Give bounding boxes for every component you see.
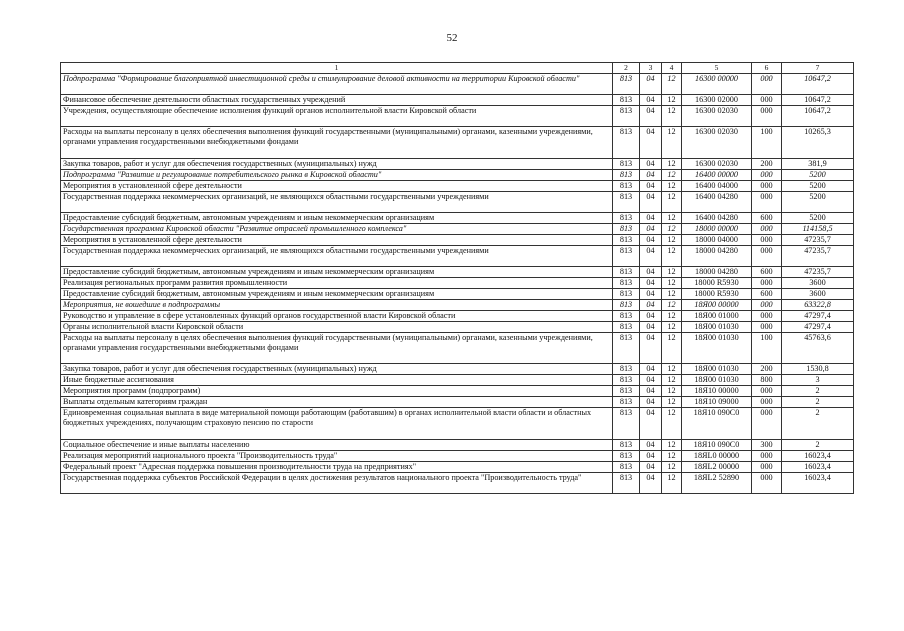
table-row (61, 288, 854, 299)
row-name-cell: Мероприятия программ (подпрограмм) (61, 386, 613, 397)
header-cell: 6 (752, 63, 782, 74)
row-amount-cell: 10647,2 (782, 74, 854, 95)
row-section-cell: 04 (640, 472, 662, 493)
row-section-cell: 04 (640, 95, 662, 106)
table-row (61, 472, 854, 493)
row-target-cell: 18ЯL2 00000 (682, 461, 752, 472)
row-name-cell: Государственная поддержка некоммерческих организаций, не являющихся областными государственными учреждениями (61, 191, 613, 212)
row-amount-cell: 381,9 (782, 158, 854, 169)
row-section-cell: 04 (640, 191, 662, 212)
row-name-cell: Государственная поддержка некоммерческих организаций, не являющихся областными государственными учреждениями (61, 245, 613, 266)
table-row (61, 277, 854, 288)
row-subsection-cell: 12 (662, 95, 682, 106)
row-section-cell: 04 (640, 158, 662, 169)
row-section-cell: 04 (640, 223, 662, 234)
row-code-cell: 813 (613, 223, 640, 234)
row-expense-type-cell: 000 (752, 472, 782, 493)
row-expense-type-cell: 000 (752, 310, 782, 321)
row-target-cell: 16300 02030 (682, 158, 752, 169)
row-section-cell: 04 (640, 386, 662, 397)
row-name-cell: Государственная поддержка субъектов Российской Федерации в целях достижения результатов национального проекта "Производительность труда" (61, 472, 613, 493)
row-section-cell: 04 (640, 397, 662, 408)
row-subsection-cell: 12 (662, 245, 682, 266)
row-amount-cell: 47297,4 (782, 321, 854, 332)
header-cell: 1 (61, 63, 613, 74)
row-target-cell: 18Я00 00000 (682, 299, 752, 310)
row-subsection-cell: 12 (662, 127, 682, 159)
row-code-cell: 813 (613, 364, 640, 375)
row-section-cell: 04 (640, 450, 662, 461)
row-name-cell: Единовременная социальная выплата в виде материальной помощи работающим (работавшим) в органах исполнительной власти области и областных бюджетных учреждениях, получающим страховую пенсию по старости (61, 408, 613, 440)
row-subsection-cell: 12 (662, 234, 682, 245)
row-name-cell: Расходы на выплаты персоналу в целях обеспечения выполнения функций государственными (муниципальными) органами, казенными учреждениями, органами управления государственными внебюджетными фондами (61, 127, 613, 159)
row-name-cell: Реализация региональных программ развития промышленности (61, 277, 613, 288)
row-expense-type-cell: 000 (752, 169, 782, 180)
row-code-cell: 813 (613, 310, 640, 321)
row-target-cell: 16300 02000 (682, 95, 752, 106)
row-expense-type-cell: 000 (752, 234, 782, 245)
row-name-cell: Государственная программа Кировской области "Развитие отраслей промышленного комплекса" (61, 223, 613, 234)
row-target-cell: 16400 04280 (682, 212, 752, 223)
row-amount-cell: 2 (782, 439, 854, 450)
row-code-cell: 813 (613, 472, 640, 493)
row-amount-cell: 16023,4 (782, 461, 854, 472)
row-name-cell: Мероприятия в установленной сфере деятельности (61, 180, 613, 191)
row-amount-cell: 10647,2 (782, 106, 854, 127)
row-name-cell: Федеральный проект "Адресная поддержка повышения производительности труда на предприятиях" (61, 461, 613, 472)
row-expense-type-cell: 200 (752, 364, 782, 375)
row-amount-cell: 3 (782, 375, 854, 386)
header-cell: 3 (640, 63, 662, 74)
row-code-cell: 813 (613, 245, 640, 266)
row-name-cell: Органы исполнительной власти Кировской области (61, 321, 613, 332)
row-name-cell: Мероприятия, не вошедшие в подпрограммы (61, 299, 613, 310)
row-expense-type-cell: 000 (752, 180, 782, 191)
row-expense-type-cell: 000 (752, 191, 782, 212)
row-amount-cell: 114158,5 (782, 223, 854, 234)
row-expense-type-cell: 300 (752, 439, 782, 450)
row-target-cell: 16300 02030 (682, 127, 752, 159)
row-subsection-cell: 12 (662, 106, 682, 127)
row-target-cell: 18Я00 01030 (682, 364, 752, 375)
table-row (61, 212, 854, 223)
row-code-cell: 813 (613, 461, 640, 472)
row-amount-cell: 47235,7 (782, 234, 854, 245)
row-code-cell: 813 (613, 332, 640, 364)
row-expense-type-cell: 100 (752, 127, 782, 159)
row-amount-cell: 3600 (782, 277, 854, 288)
row-name-cell: Финансовое обеспечение деятельности областных государственных учреждений (61, 95, 613, 106)
row-amount-cell: 63322,8 (782, 299, 854, 310)
row-code-cell: 813 (613, 450, 640, 461)
row-code-cell: 813 (613, 169, 640, 180)
row-name-cell: Мероприятия в установленной сфере деятельности (61, 234, 613, 245)
row-code-cell: 813 (613, 397, 640, 408)
row-amount-cell: 10647,2 (782, 95, 854, 106)
row-target-cell: 18000 04000 (682, 234, 752, 245)
header-cell: 4 (662, 63, 682, 74)
table-row (61, 386, 854, 397)
row-expense-type-cell: 000 (752, 299, 782, 310)
row-expense-type-cell: 000 (752, 245, 782, 266)
row-subsection-cell: 12 (662, 212, 682, 223)
row-subsection-cell: 12 (662, 74, 682, 95)
table-row (61, 169, 854, 180)
row-expense-type-cell: 600 (752, 212, 782, 223)
row-expense-type-cell: 000 (752, 450, 782, 461)
row-name-cell: Подпрограмма "Формирование благоприятной инвестиционной среды и стимулирование деловой активности на территории Кировской области" (61, 74, 613, 95)
row-subsection-cell: 12 (662, 180, 682, 191)
row-section-cell: 04 (640, 266, 662, 277)
table-row (61, 364, 854, 375)
row-amount-cell: 5200 (782, 191, 854, 212)
row-expense-type-cell: 100 (752, 332, 782, 364)
row-target-cell: 16300 02030 (682, 106, 752, 127)
row-section-cell: 04 (640, 332, 662, 364)
row-amount-cell: 47235,7 (782, 266, 854, 277)
row-code-cell: 813 (613, 408, 640, 440)
header-cell: 5 (682, 63, 752, 74)
row-section-cell: 04 (640, 439, 662, 450)
table-row (61, 375, 854, 386)
table-row (61, 158, 854, 169)
row-target-cell: 16400 04280 (682, 191, 752, 212)
row-section-cell: 04 (640, 375, 662, 386)
row-section-cell: 04 (640, 180, 662, 191)
row-section-cell: 04 (640, 461, 662, 472)
row-name-cell: Подпрограмма "Развитие и регулирование потребительского рынка в Кировской области" (61, 169, 613, 180)
budget-table (60, 62, 854, 494)
row-section-cell: 04 (640, 277, 662, 288)
row-expense-type-cell: 000 (752, 223, 782, 234)
row-section-cell: 04 (640, 127, 662, 159)
row-subsection-cell: 12 (662, 472, 682, 493)
row-name-cell: Закупка товаров, работ и услуг для обеспечения государственных (муниципальных) нужд (61, 158, 613, 169)
row-code-cell: 813 (613, 266, 640, 277)
row-amount-cell: 45763,6 (782, 332, 854, 364)
row-subsection-cell: 12 (662, 386, 682, 397)
table-header-row (61, 63, 854, 74)
row-section-cell: 04 (640, 74, 662, 95)
row-code-cell: 813 (613, 234, 640, 245)
row-target-cell: 18ЯL2 52890 (682, 472, 752, 493)
row-name-cell: Предоставление субсидий бюджетным, автономным учреждениям и иным некоммерческим организациям (61, 212, 613, 223)
row-target-cell: 16400 00000 (682, 169, 752, 180)
table-row (61, 245, 854, 266)
row-name-cell: Руководство и управление в сфере установленных функций органов государственной власти Кировской области (61, 310, 613, 321)
row-subsection-cell: 12 (662, 266, 682, 277)
row-expense-type-cell: 000 (752, 95, 782, 106)
row-expense-type-cell: 600 (752, 288, 782, 299)
row-target-cell: 16300 00000 (682, 74, 752, 95)
row-section-cell: 04 (640, 245, 662, 266)
row-name-cell: Предоставление субсидий бюджетным, автономным учреждениям и иным некоммерческим организациям (61, 266, 613, 277)
row-section-cell: 04 (640, 364, 662, 375)
header-cell: 7 (782, 63, 854, 74)
row-subsection-cell: 12 (662, 397, 682, 408)
row-code-cell: 813 (613, 95, 640, 106)
row-name-cell: Реализация мероприятий национального проекта "Производительность труда" (61, 450, 613, 461)
row-code-cell: 813 (613, 375, 640, 386)
row-subsection-cell: 12 (662, 288, 682, 299)
table-row (61, 127, 854, 159)
row-name-cell: Предоставление субсидий бюджетным, автономным учреждениям и иным некоммерческим организациям (61, 288, 613, 299)
table-row (61, 461, 854, 472)
row-name-cell: Учреждения, осуществляющие обеспечение исполнения функций органов исполнительной власти Кировской области (61, 106, 613, 127)
table-row (61, 180, 854, 191)
row-target-cell: 18000 00000 (682, 223, 752, 234)
row-subsection-cell: 12 (662, 375, 682, 386)
row-name-cell: Иные бюджетные ассигнования (61, 375, 613, 386)
table-row (61, 310, 854, 321)
row-expense-type-cell: 000 (752, 277, 782, 288)
table-row (61, 439, 854, 450)
table-row (61, 191, 854, 212)
row-target-cell: 18Я00 01030 (682, 321, 752, 332)
row-target-cell: 18Я10 090С0 (682, 408, 752, 440)
row-name-cell: Закупка товаров, работ и услуг для обеспечения государственных (муниципальных) нужд (61, 364, 613, 375)
row-target-cell: 16400 04000 (682, 180, 752, 191)
row-code-cell: 813 (613, 288, 640, 299)
row-target-cell: 18ЯL0 00000 (682, 450, 752, 461)
row-name-cell: Расходы на выплаты персоналу в целях обеспечения выполнения функций государственными (муниципальными) органами, казенными учреждениями, органами управления государственными внебюджетными фондами (61, 332, 613, 364)
row-target-cell: 18000 04280 (682, 245, 752, 266)
row-amount-cell: 1530,8 (782, 364, 854, 375)
row-subsection-cell: 12 (662, 439, 682, 450)
row-code-cell: 813 (613, 386, 640, 397)
row-subsection-cell: 12 (662, 310, 682, 321)
row-expense-type-cell: 000 (752, 74, 782, 95)
row-code-cell: 813 (613, 127, 640, 159)
row-expense-type-cell: 000 (752, 106, 782, 127)
row-expense-type-cell: 200 (752, 158, 782, 169)
row-subsection-cell: 12 (662, 450, 682, 461)
row-code-cell: 813 (613, 299, 640, 310)
row-amount-cell: 5200 (782, 212, 854, 223)
row-subsection-cell: 12 (662, 321, 682, 332)
row-expense-type-cell: 600 (752, 266, 782, 277)
row-amount-cell: 16023,4 (782, 472, 854, 493)
row-code-cell: 813 (613, 439, 640, 450)
row-subsection-cell: 12 (662, 332, 682, 364)
row-amount-cell: 3600 (782, 288, 854, 299)
row-section-cell: 04 (640, 288, 662, 299)
row-subsection-cell: 12 (662, 277, 682, 288)
row-amount-cell: 16023,4 (782, 450, 854, 461)
row-amount-cell: 5200 (782, 180, 854, 191)
row-subsection-cell: 12 (662, 158, 682, 169)
table-row (61, 106, 854, 127)
row-amount-cell: 2 (782, 386, 854, 397)
row-code-cell: 813 (613, 158, 640, 169)
row-code-cell: 813 (613, 191, 640, 212)
row-amount-cell: 47235,7 (782, 245, 854, 266)
row-subsection-cell: 12 (662, 223, 682, 234)
table-row (61, 74, 854, 95)
table-row (61, 234, 854, 245)
row-expense-type-cell: 800 (752, 375, 782, 386)
row-expense-type-cell: 000 (752, 461, 782, 472)
row-target-cell: 18Я00 01030 (682, 375, 752, 386)
row-amount-cell: 2 (782, 397, 854, 408)
table-row (61, 450, 854, 461)
table-row (61, 408, 854, 440)
table-row (61, 299, 854, 310)
row-code-cell: 813 (613, 180, 640, 191)
row-subsection-cell: 12 (662, 364, 682, 375)
row-target-cell: 18Я10 00000 (682, 386, 752, 397)
row-target-cell: 18Я00 01030 (682, 332, 752, 364)
row-code-cell: 813 (613, 321, 640, 332)
row-subsection-cell: 12 (662, 461, 682, 472)
row-target-cell: 18000 R5930 (682, 288, 752, 299)
row-expense-type-cell: 000 (752, 321, 782, 332)
row-section-cell: 04 (640, 106, 662, 127)
table-row (61, 223, 854, 234)
row-target-cell: 18Я10 09000 (682, 397, 752, 408)
table-row (61, 321, 854, 332)
row-code-cell: 813 (613, 212, 640, 223)
row-subsection-cell: 12 (662, 299, 682, 310)
row-amount-cell: 47297,4 (782, 310, 854, 321)
row-section-cell: 04 (640, 234, 662, 245)
row-section-cell: 04 (640, 212, 662, 223)
row-expense-type-cell: 000 (752, 386, 782, 397)
row-amount-cell: 5200 (782, 169, 854, 180)
row-expense-type-cell: 000 (752, 408, 782, 440)
row-subsection-cell: 12 (662, 191, 682, 212)
row-name-cell: Выплаты отдельным категориям граждан (61, 397, 613, 408)
row-section-cell: 04 (640, 310, 662, 321)
row-amount-cell: 10265,3 (782, 127, 854, 159)
row-section-cell: 04 (640, 169, 662, 180)
row-code-cell: 813 (613, 106, 640, 127)
row-section-cell: 04 (640, 321, 662, 332)
row-subsection-cell: 12 (662, 169, 682, 180)
table-row (61, 397, 854, 408)
row-amount-cell: 2 (782, 408, 854, 440)
row-target-cell: 18Я00 01000 (682, 310, 752, 321)
row-section-cell: 04 (640, 299, 662, 310)
row-section-cell: 04 (640, 408, 662, 440)
row-target-cell: 18Я10 090С0 (682, 439, 752, 450)
row-expense-type-cell: 000 (752, 397, 782, 408)
table-row (61, 332, 854, 364)
row-name-cell: Социальное обеспечение и иные выплаты населению (61, 439, 613, 450)
table-row (61, 95, 854, 106)
row-code-cell: 813 (613, 74, 640, 95)
row-target-cell: 18000 04280 (682, 266, 752, 277)
row-code-cell: 813 (613, 277, 640, 288)
table-row (61, 266, 854, 277)
header-cell: 2 (613, 63, 640, 74)
page-number: 52 (446, 32, 458, 44)
row-subsection-cell: 12 (662, 408, 682, 440)
row-target-cell: 18000 R5930 (682, 277, 752, 288)
